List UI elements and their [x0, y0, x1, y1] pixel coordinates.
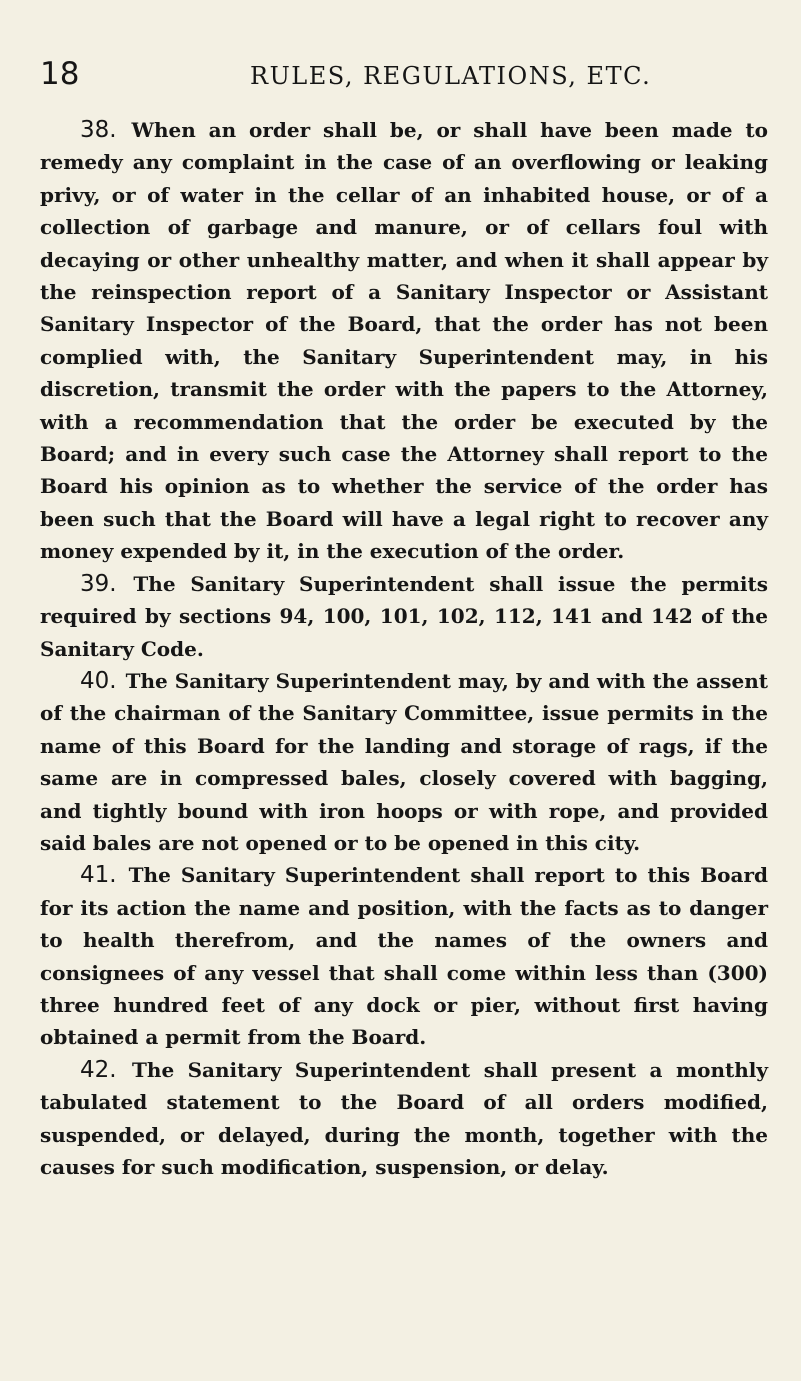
page-header	[40, 56, 760, 96]
page-number: 18	[40, 56, 80, 92]
section-text: The Sanitary Superintendent shall issue the permits required by sections 94, 100, 101, 102, 112, 141 and 142 of the Sanitary Code.	[40, 571, 768, 661]
section-text: The Sanitary Superintendent shall report to this Board for its action the name and position, with the facts as to danger to health therefrom, and the names of the owners and consignees of any vessel that shall come within less than (300) three hundred feet of any dock or pier, without first having obtained a permit from the Board.	[40, 863, 768, 1050]
section-number: 38.	[80, 117, 117, 143]
section-text: When an order shall be, or shall have been made to remedy any complaint in the case of an overflowing or leaking privy, or of water in the cellar of an inhabited house, or of a collection of garbage and manure, or of cellars foul with decaying or other unhealthy matter, and when it shall appear by the reinspection report of a Sanitary Inspector or Assistant Sanitary Inspector of the Board, that the order has not been complied with, the Sanitary Superintendent may, in his discretion, transmit the order with the papers to the Attorney, with a recommendation that the order be executed by the Board; and in every such case the Attorney shall report to the Board his opinion as to whether the service of the order has been such that the Board will have a legal right to recover any money expended by it, in the execution of the order.	[40, 118, 768, 564]
running-head: RULES, REGULATIONS, ETC.	[250, 62, 652, 90]
section-number: 40.	[80, 667, 117, 694]
section-number: 41.	[80, 862, 117, 889]
section-number: 39.	[80, 570, 117, 597]
section-number: 42.	[80, 1056, 117, 1083]
body-text	[40, 114, 768, 1183]
section-text: The Sanitary Superintendent may, by and with the assent of the chairman of the Sanitary Committee, issue permits in the name of this Board for the landing and storage of rags, if the same are in compressed bales, closely covered with bagging, and tightly bound with iron hoops or with rope, and provided said bales are not opened or to be opened in this city.	[40, 668, 768, 855]
section-41	[40, 859, 768, 1053]
section-40	[40, 665, 768, 859]
section-39	[40, 568, 768, 665]
section-38	[40, 114, 768, 568]
section-text: The Sanitary Superintendent shall present a monthly tabulated statement to the Board of all orders modified, suspended, or delayed, during the month, together with the causes for such modification, suspension, or delay.	[40, 1057, 768, 1179]
section-42	[40, 1054, 768, 1184]
